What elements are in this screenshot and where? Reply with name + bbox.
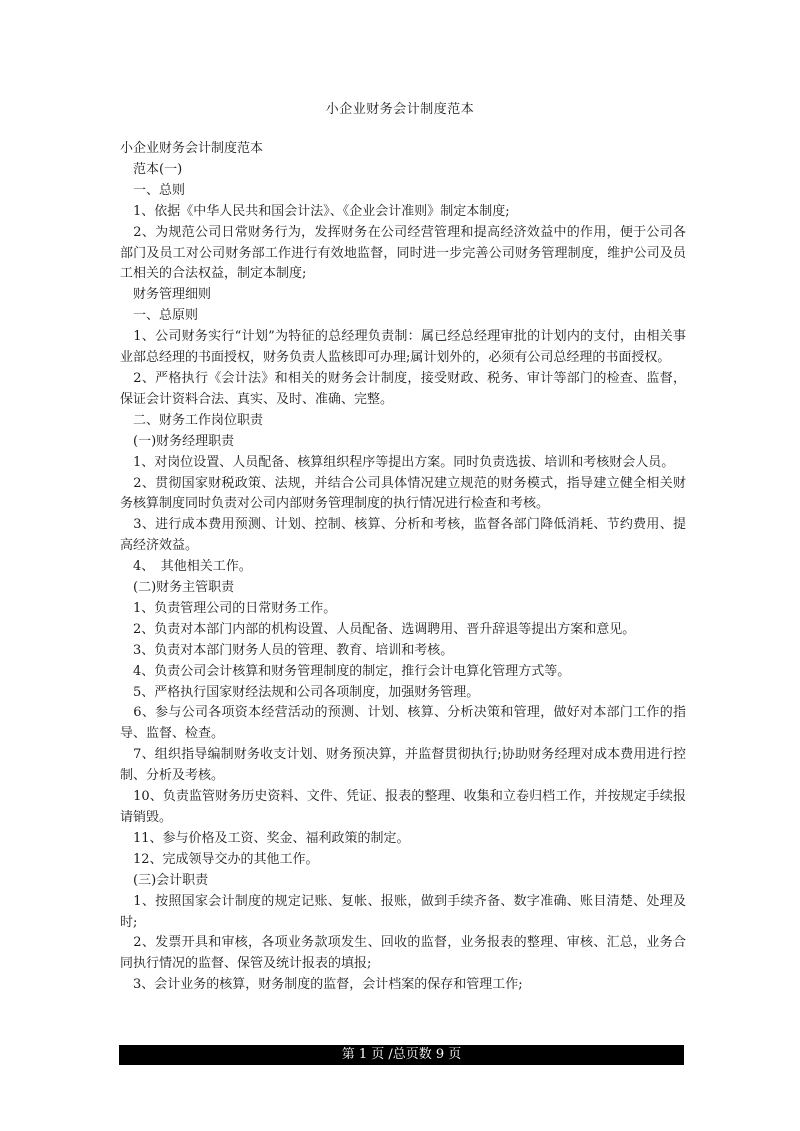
paragraph: 1、对岗位设置、人员配备、核算组织程序等提出方案。同时负责选拔、培训和考核财会人员。: [120, 454, 675, 470]
paragraph: 5、严格执行国家财经法规和公司各项制度，加强财务管理。: [120, 684, 480, 700]
section-heading: 财务管理细则: [120, 287, 212, 303]
paragraph: 11、参与价格及工资、奖金、福利政策的制定。: [120, 830, 410, 846]
paragraph: 范本(一): [120, 161, 183, 177]
paragraph: 3、会计业务的核算，财务制度的监督，会计档案的保存和管理工作;: [120, 977, 523, 993]
paragraph: 1、按照国家会计制度的规定记账、复帐、报账，做到手续齐备、数字准确、账目清楚、处理及时;: [120, 893, 686, 930]
subsection-heading: (二)财务主管职责: [120, 580, 235, 596]
page-footer: 第 1 页 /总页数 9 页: [119, 1045, 684, 1065]
section-heading: 一、总原则: [120, 308, 199, 324]
paragraph: 4、负责公司会计核算和财务管理制度的制定，推行会计电算化管理方式等。: [120, 663, 571, 679]
paragraph: 10、负责监管财务历史资料、文件、凭证、报表的整理、收集和立卷归档工作，并按规定手续报请销毁。: [120, 789, 686, 825]
paragraph: 2、负责对本部门内部的机构设置、人员配备、选调聘用、晋升辞退等提出方案和意见。: [120, 621, 636, 637]
section-heading: 二、财务工作岗位职责: [120, 412, 264, 428]
paragraph: 6、参与公司各项资本经营活动的预测、计划、核算、分析决策和管理，做好对本部门工作的指导、监督、检查。: [120, 705, 686, 742]
page-title: 小企业财务会计制度范本: [325, 102, 475, 117]
section-heading: 一、总则: [120, 182, 186, 198]
paragraph: 1、负责管理公司的日常财务工作。: [120, 600, 337, 616]
paragraph: 2、严格执行《会计法》和相关的财务会计制度，接受财政、税务、审计等部门的检查、监督，保证会计资料合法、真实、及时、准确、完整。: [120, 370, 686, 407]
subsection-heading: (一)财务经理职责: [120, 433, 235, 449]
paragraph: 7、组织指导编制财务收支计划、财务预决算，并监督贯彻执行;协助财务经理对成本费用进行控制、分析及考核。: [120, 747, 686, 784]
paragraph: 2、发票开具和审核，各项业务款项发生、回收的监督，业务报表的整理、审核、汇总，业务合同执行情况的监督、保管及统计报表的填报;: [120, 935, 686, 972]
paragraph: 小企业财务会计制度范本: [120, 141, 264, 156]
paragraph: 2、为规范公司日常财务行为，发挥财务在公司经营管理和提高经济效益中的作用，便于公司各部门及员工对公司财务部工作进行有效地监督，同时进一步完善公司财务管理制度，维护公司及员工相关的合法权益，制定本制度;: [120, 224, 686, 282]
paragraph: 1、依据《中华人民共和国会计法》、《企业会计准则》制定本制度;: [120, 203, 510, 219]
paragraph: 2、贯彻国家财税政策、法规，并结合公司具体情况建立规范的财务模式，指导建立健全相关财务核算制度同时负责对公司内部财务管理制度的执行情况进行检查和考核。: [120, 475, 686, 512]
subsection-heading: (三)会计职责: [120, 872, 209, 888]
paragraph: 1、公司财务实行“计划”为特征的总经理负责制：属已经总经理审批的计划内的支付，由相关事业部总经理的书面授权，财务负责人监核即可办理;属计划外的，必须有公司总经理的书面授权。: [120, 329, 686, 366]
paragraph: 4、 其他相关工作。: [120, 559, 252, 575]
paragraph: 3、负责对本部门财务人员的管理、教育、培训和考核。: [120, 642, 454, 658]
document-body: [120, 139, 686, 996]
paragraph: 12、完成领导交办的其他工作。: [120, 851, 319, 867]
paragraph: 3、进行成本费用预测、计划、控制、核算、分析和考核，监督各部门降低消耗、节约费用、提高经济效益。: [120, 517, 686, 554]
